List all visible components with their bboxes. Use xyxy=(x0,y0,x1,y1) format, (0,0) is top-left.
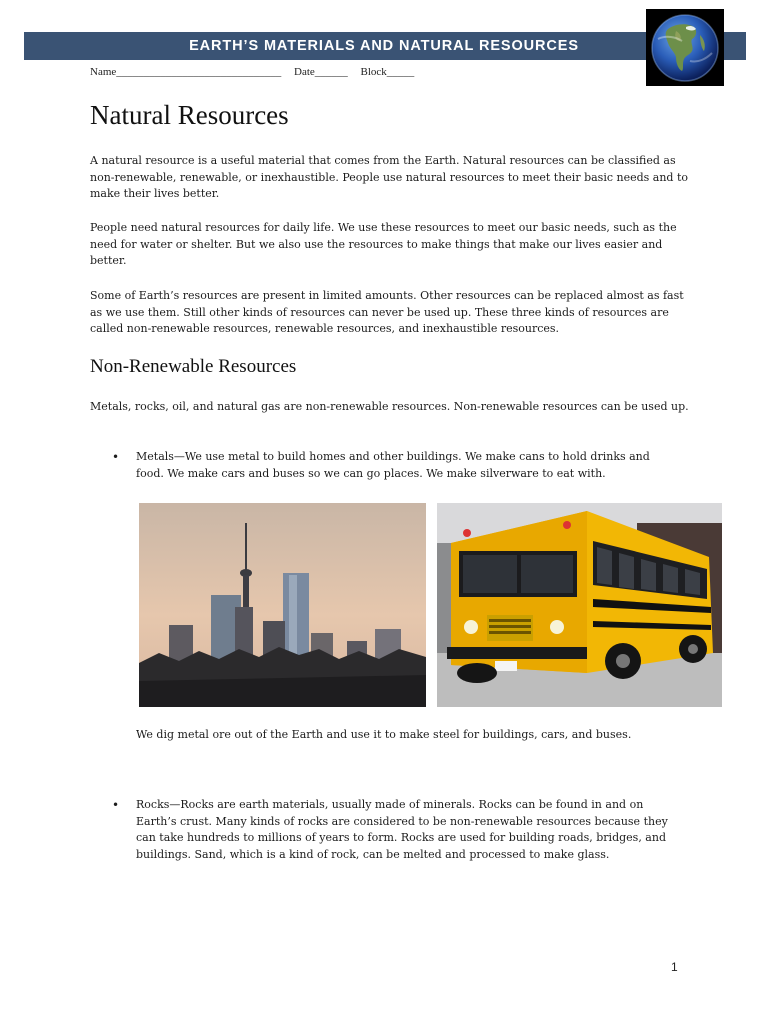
paragraph-daily-life: People need natural resources for daily life. We use these resources to meet our basic needs, such as the need for water or shelter. But we also use the resources to make things that make our lives easier and better. xyxy=(90,221,677,268)
photo-caption: We dig metal ore out of the Earth and use it to make steel for buildings, cars, and buses. xyxy=(136,728,632,741)
page-number: 1 xyxy=(671,960,678,974)
list-item-metals xyxy=(112,449,672,489)
bullet-marker: • xyxy=(112,450,120,464)
page-title: Natural Resources xyxy=(90,100,289,130)
school-bus-photo xyxy=(437,503,722,707)
banner-title: EARTH’S MATERIALS AND NATURAL RESOURCES xyxy=(189,38,579,54)
globe-icon xyxy=(646,9,724,86)
section-intro: Metals, rocks, oil, and natural gas are non-renewable resources. Non-renewable resources can be used up. xyxy=(90,400,689,413)
paragraph-intro: A natural resource is a useful material that comes from the Earth. Natural resources can be classified as non-renewable, renewable, or inexhaustible. People use natural resources to meet their basic needs and to make their lives better. xyxy=(90,154,689,201)
city-skyline-photo xyxy=(139,503,426,707)
list-item-text: Metals—We use metal to build homes and other buildings. We make cans to hold drinks and food. We make cars and buses so we can go places. We make silverware to eat with. xyxy=(136,450,650,480)
bullet-marker: • xyxy=(112,798,120,812)
list-item-text: Rocks—Rocks are earth materials, usually made of minerals. Rocks can be found in and on Earth’s crust. Many kinds of rocks are considered to be non-renewable resources because they can take hundreds to millions of years to form. Rocks are used for building roads, bridges, and buildings. Sand, which is a kind of rock, can be melted and processed to make glass. xyxy=(136,798,668,861)
paragraph-resource-kinds: Some of Earth’s resources are present in limited amounts. Other resources can be replaced almost as fast as we use them. Still other kinds of resources can never be used up. These three kinds of resources are called non-renewable resources, renewable resources, and inexhaustible resources. xyxy=(90,289,684,336)
section-heading: Non-Renewable Resources xyxy=(90,356,297,377)
date-field[interactable]: Date______ xyxy=(294,66,348,78)
name-field[interactable]: Name______________________________ xyxy=(90,66,282,78)
student-info-line xyxy=(90,66,424,78)
block-field[interactable]: Block_____ xyxy=(360,66,415,78)
list-item-rocks xyxy=(112,797,672,881)
